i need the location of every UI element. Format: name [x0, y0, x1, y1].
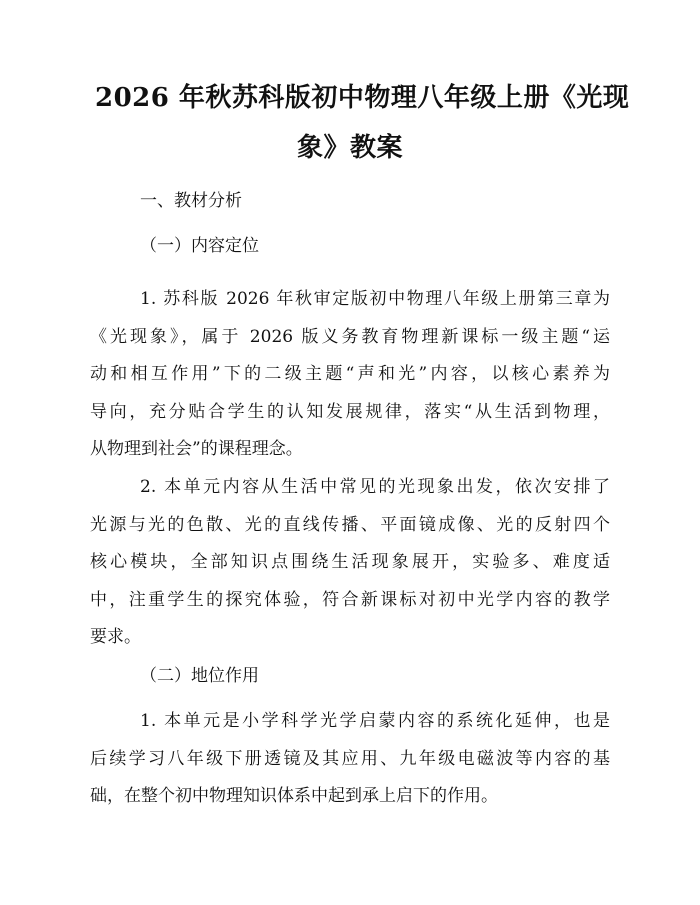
paragraph-line: 1. 本单元是小学科学光学启蒙内容的系统化延伸，也是	[140, 711, 610, 731]
paragraph-content-positioning-2	[90, 469, 610, 657]
paragraph-position-role-1	[90, 703, 610, 816]
paragraph-line: 中，注重学生的探究体验，符合新课标对初中光学内容的教学	[90, 589, 610, 610]
paragraph-line: 础，在整个初中物理知识体系中起到承上启下的作用。	[90, 786, 498, 806]
subsection-heading-content-positioning: （一）内容定位	[140, 236, 259, 256]
document-title-line-1: 2026 年秋苏科版初中物理八年级上册《光现	[95, 83, 630, 113]
paragraph-line: 1. 苏科版 2026 年秋审定版初中物理八年级上册第三章为	[140, 289, 610, 309]
paragraph-line: 核心模块，全部知识点围绕生活现象展开，实验多、难度适	[90, 552, 610, 572]
paragraph-line: 动和相互作用”下的二级主题“声和光”内容，以核心素养为	[90, 364, 610, 384]
paragraph-line: 光源与光的色散、光的直线传播、平面镜成像、光的反射四个	[90, 514, 610, 535]
paragraph-line: 要求。	[90, 627, 141, 647]
paragraph-line: 2. 本单元内容从生活中常见的光现象出发，依次安排了	[140, 477, 610, 497]
paragraph-line: 从物理到社会”的课程理念。	[90, 439, 303, 459]
paragraph-line: 后续学习八年级下册透镜及其应用、九年级电磁波等内容的基	[90, 748, 610, 769]
section-heading-teaching-material-analysis: 一、教材分析	[140, 191, 242, 211]
document-title-line-2: 象》教案	[296, 133, 403, 163]
paragraph-line: 导向，充分贴合学生的认知发展规律，落实“从生活到物理，	[90, 401, 610, 422]
paragraph-content-positioning-1	[90, 281, 610, 469]
subsection-heading-position-role: （二）地位作用	[140, 666, 259, 686]
paragraph-line: 《光现象》，属于 2026 版义务教育物理新课标一级主题“运	[90, 326, 610, 347]
